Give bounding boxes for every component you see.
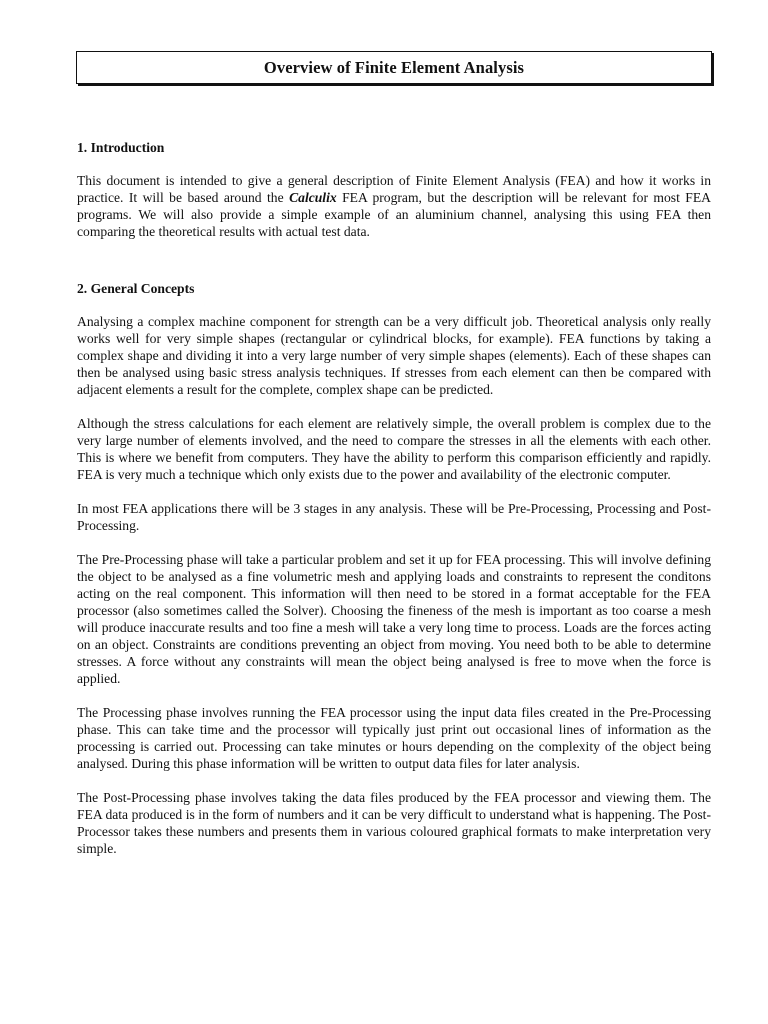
introduction-paragraph bbox=[77, 172, 711, 240]
document-body bbox=[77, 139, 711, 857]
section-heading-introduction: 1. Introduction bbox=[77, 140, 165, 155]
concepts-paragraph-6: The Post-Processing phase involves taking the data files produced by the FEA processor and viewing them. The FEA data produced is in the form of numbers and it can be very difficult to understand what is happening. The Post-Processor takes these numbers and presents them in various coloured graphical formats to make interpretation very simple. bbox=[77, 790, 711, 856]
concepts-paragraph-2: Although the stress calculations for each element are relatively simple, the overall problem is complex due to the very large number of elements involved, and the need to compare the stresses in all the elements with each other. This is where we benefit from computers. They have the ability to perform this comparison efficiently and rapidly. FEA is very much a technique which only exists due to the power and availability of the electronic computer. bbox=[77, 416, 711, 482]
concepts-paragraph-3: In most FEA applications there will be 3 stages in any analysis. These will be Pre-Processing, Processing and Post-Processing. bbox=[77, 501, 711, 533]
intro-text-after: FEA program, but the description will be relevant for most FEA programs. We will also provide a simple example of an aluminium channel, analysing this using FEA then comparing the theoretical results with actual test data. bbox=[77, 190, 711, 239]
document-title: Overview of Finite Element Analysis bbox=[263, 57, 525, 77]
concepts-paragraph-5: The Processing phase involves running the FEA processor using the input data files created in the Pre-Processing phase. This can take time and the processor will typically just print out occasional lines of information as the processing is carried out. Processing can take minutes or hours depending on the complexity of the object being analysed. During this phase information will be written to output data files for later analysis. bbox=[77, 705, 711, 771]
calculix-emphasis: Calculix bbox=[289, 190, 337, 205]
title-box bbox=[76, 51, 712, 84]
concepts-paragraph-4: The Pre-Processing phase will take a particular problem and set it up for FEA processing. This will involve defining the object to be analysed as a fine volumetric mesh and applying loads and constraints to represent the conditons acting on the real component. This information will then need to be stored in a format acceptable for the FEA processor (also sometimes called the Solver). Choosing the fineness of the mesh is important as too coarse a mesh will produce inaccurate results and too fine a mesh will take a very long time to process. Loads are the forces acting on an object. Constraints are conditions preventing an object from moving. You need both to be able to determine stresses. A force without any constraints will mean the object being analysed is free to move when the force is applied. bbox=[77, 552, 711, 686]
concepts-paragraph-1: Analysing a complex machine component for strength can be a very difficult job. Theoretical analysis only really works well for very simple shapes (rectangular or cylindrical blocks, for example). FEA functions by taking a complex shape and dividing it into a very large number of very simple shapes (elements). Each of these shapes can then be analysed using basic stress analysis techniques. If stresses from each element can then be compared with adjacent elements a result for the complete, complex shape can be predicted. bbox=[77, 314, 711, 397]
section-heading-general-concepts: 2. General Concepts bbox=[77, 281, 195, 296]
intro-text-before: This document is intended to give a general description of Finite Element Analysis (FEA) and how it works in practice. It will be based around the bbox=[77, 173, 711, 205]
